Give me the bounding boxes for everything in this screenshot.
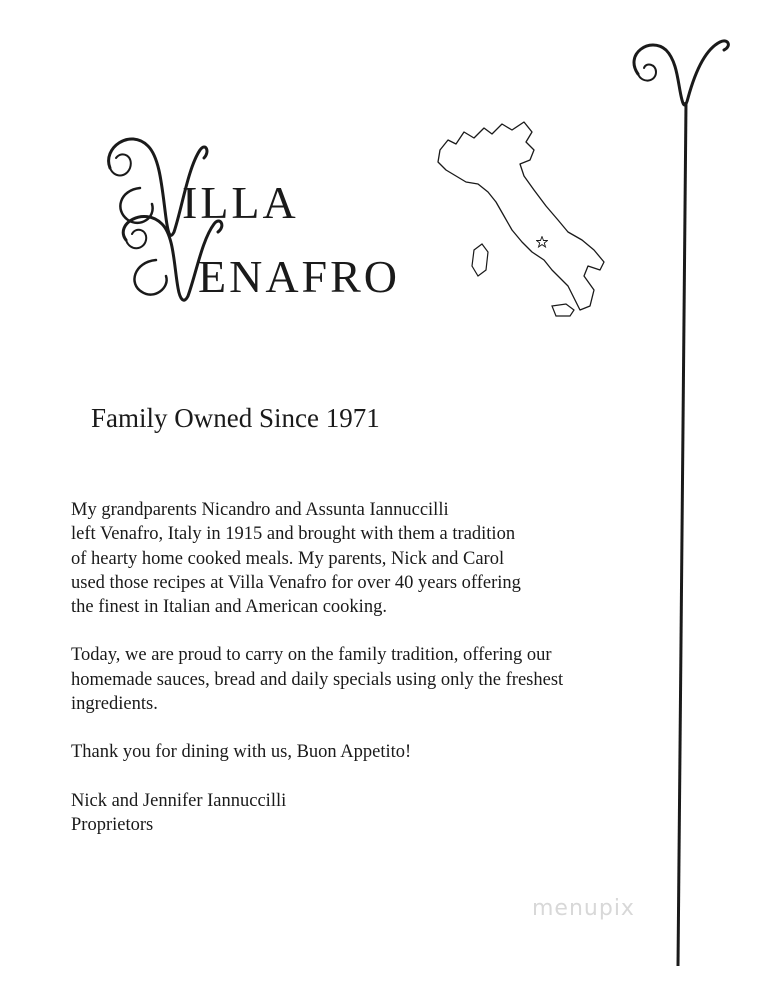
text-line: the finest in Italian and American cooking. [71, 597, 387, 618]
side-v-ornament [620, 36, 740, 976]
paragraph-tradition [71, 643, 631, 716]
paragraph-thank-you: Thank you for dining with us, Buon Appetito! [71, 742, 412, 763]
story-text [71, 498, 631, 837]
signature-title: Proprietors [71, 814, 154, 835]
text-line: My grandparents Nicandro and Assunta Iannuccilli [71, 500, 449, 520]
logo-word-villa [182, 177, 299, 228]
logo-word-venafro [198, 251, 401, 302]
logo-venafro-text: ENAFRO [198, 251, 401, 302]
text-line: Today, we are proud to carry on the family tradition, offering our [71, 645, 552, 666]
script-v-stem-icon [620, 36, 740, 976]
villa-venafro-logo [100, 128, 420, 308]
logo-villa-text: ILLA [182, 177, 299, 228]
paragraph-family-history [71, 498, 631, 619]
italy-map [434, 110, 614, 320]
text-line: left Venafro, Italy in 1915 and brought with them a tradition [71, 524, 516, 545]
text-line: used those recipes at Villa Venafro for over 40 years offering [71, 572, 521, 593]
text-line: ingredients. [71, 694, 158, 715]
menupix-watermark: menupix [532, 896, 635, 921]
tagline: Family Owned Since 1971 [91, 403, 380, 433]
signature [71, 789, 631, 838]
italy-outline-icon [434, 110, 614, 320]
signature-names: Nick and Jennifer Iannuccilli [71, 790, 287, 811]
text-line: of hearty home cooked meals. My parents, Nick and Carol [71, 548, 505, 569]
text-line: homemade sauces, bread and daily specials using only the freshest [71, 669, 564, 690]
star-icon [536, 236, 548, 248]
